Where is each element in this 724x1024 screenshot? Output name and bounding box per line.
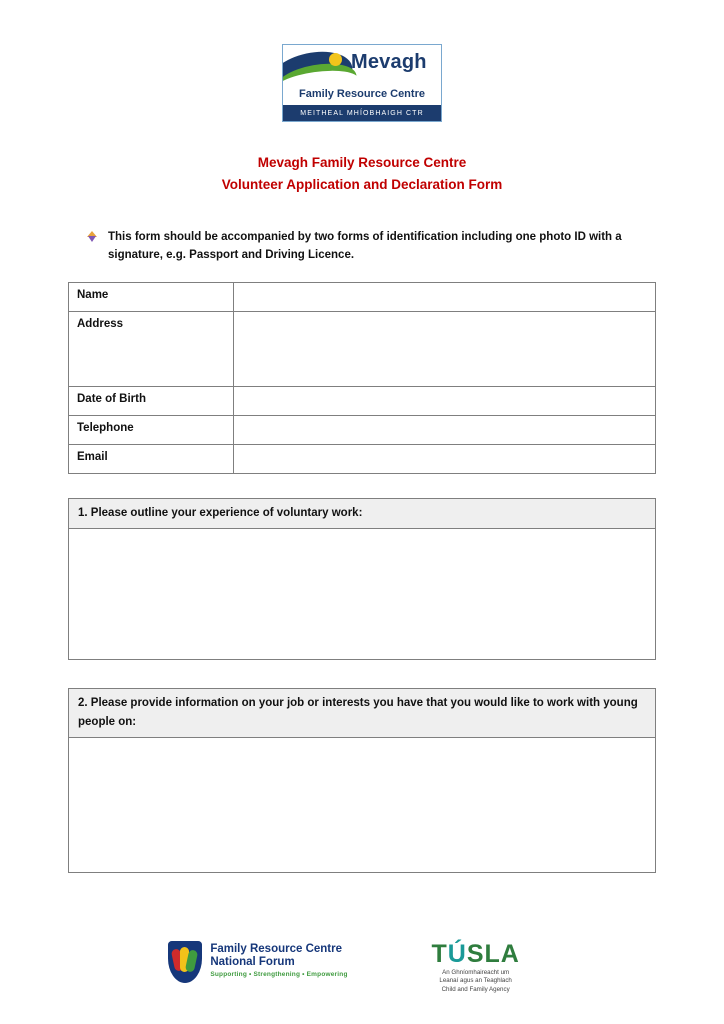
tusla-wordmark: [396, 941, 556, 967]
tusla-subtitle-line-2: Leanaí agus an Teaghlach: [439, 977, 512, 984]
table-row: [69, 312, 656, 387]
footer-logos: [0, 941, 724, 995]
label-email: Email: [69, 445, 234, 474]
frc-logo-tagline: Supporting • Strengthening • Empowering: [210, 970, 348, 978]
field-email[interactable]: [234, 445, 656, 474]
header-logo-wrap: [0, 44, 724, 122]
logo-graphic: [283, 45, 441, 87]
label-telephone: Telephone: [69, 416, 234, 445]
instruction-note-text: This form should be accompanied by two forms of identification including one photo ID with a signature, e.g. Passport and Driving Licence.: [108, 231, 622, 261]
frc-logo-line-1: Family Resource Centre: [210, 942, 343, 955]
field-name[interactable]: [234, 283, 656, 312]
field-address[interactable]: [234, 312, 656, 387]
shield-icon: [168, 941, 202, 983]
tusla-logo: [396, 941, 556, 995]
question-1-block: [68, 498, 656, 660]
arrow-bullet-icon: [86, 230, 98, 244]
question-2-block: [68, 688, 656, 873]
tusla-word-end: SLA: [466, 939, 520, 968]
mevagh-logo: [282, 44, 442, 122]
tusla-word-accent: Ú: [447, 939, 467, 968]
logo-subtitle: Family Resource Centre: [299, 88, 425, 100]
frc-logo-line-2: National Forum: [210, 955, 295, 968]
tusla-subtitle-line-3: Child and Family Agency: [441, 985, 510, 993]
tusla-word-start: T: [431, 939, 448, 968]
instruction-note: [86, 228, 626, 264]
logo-name: Mevagh: [351, 51, 427, 73]
title-line-2: Volunteer Application and Declaration Form: [221, 177, 503, 192]
table-row: [69, 416, 656, 445]
table-row: [69, 445, 656, 474]
frc-national-forum-logo: [168, 941, 347, 983]
sun-icon: [329, 53, 342, 66]
logo-irish-band: MEITHEAL MHÍOBHAIGH CTR: [283, 105, 441, 121]
question-1-heading: 1. Please outline your experience of voluntary work:: [68, 498, 656, 529]
personal-details-table: [68, 282, 656, 474]
tusla-subtitle: [396, 969, 556, 995]
frc-logo-text: [210, 943, 347, 981]
table-row: [69, 387, 656, 416]
field-telephone[interactable]: [234, 416, 656, 445]
table-row: [69, 283, 656, 312]
label-address: Address: [69, 312, 234, 387]
question-1-answer[interactable]: [68, 529, 656, 660]
label-name: Name: [69, 283, 234, 312]
page-title: [0, 152, 724, 196]
question-2-answer[interactable]: [68, 738, 656, 873]
question-2-heading: 2. Please provide information on your job or interests you have that you would like to work with young people on:: [68, 688, 656, 738]
tusla-subtitle-line-1: An Ghníomhaireacht um: [442, 968, 510, 976]
label-date-of-birth: Date of Birth: [69, 387, 234, 416]
field-date-of-birth[interactable]: [234, 387, 656, 416]
title-line-1: Mevagh Family Resource Centre: [257, 155, 467, 170]
